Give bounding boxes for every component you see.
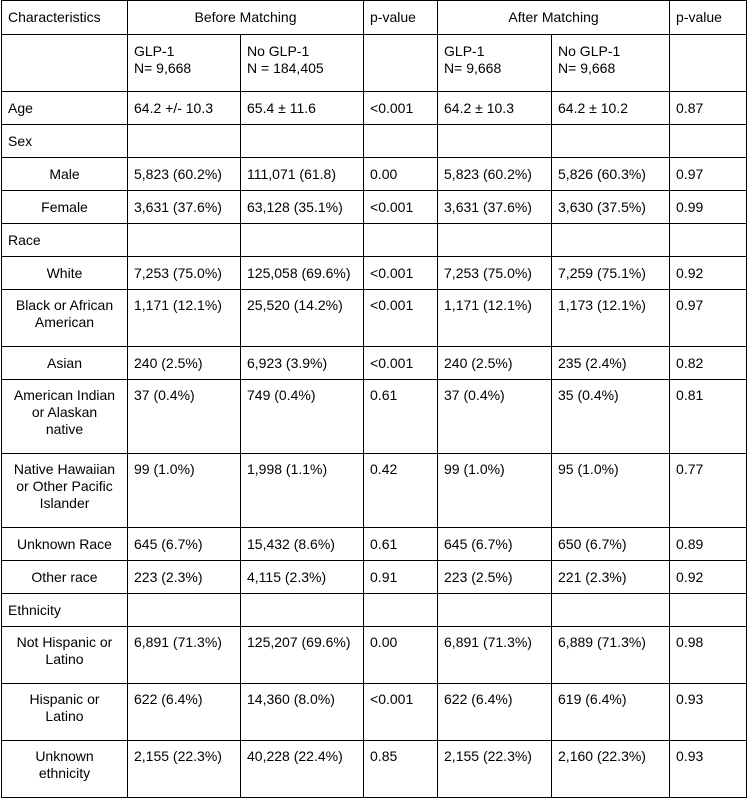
table-row — [2, 125, 747, 158]
after-glp1-cell: 5,823 (60.2%) — [438, 158, 552, 191]
table-row — [2, 224, 747, 257]
p-value-before-cell: 0.61 — [364, 380, 438, 454]
table-row — [2, 741, 747, 798]
after-no-glp1-cell: 35 (0.4%) — [552, 380, 670, 454]
row-label: Not Hispanic or Latino — [2, 627, 128, 684]
p-value-after-cell: 0.93 — [670, 741, 747, 798]
subheader-empty-p1 — [364, 35, 438, 92]
after-glp1-cell — [438, 125, 552, 158]
before-glp1-cell — [128, 224, 241, 257]
p-value-before-cell — [364, 224, 438, 257]
p-value-after-cell: 0.97 — [670, 290, 747, 347]
table-row — [2, 528, 747, 561]
p-value-after-cell: 0.81 — [670, 380, 747, 454]
after-glp1-cell: 1,171 (12.1%) — [438, 290, 552, 347]
p-value-after-cell: 0.98 — [670, 627, 747, 684]
after-glp1-cell: 7,253 (75.0%) — [438, 257, 552, 290]
row-label: Race — [2, 224, 128, 257]
before-no-glp1-cell: 749 (0.4%) — [241, 380, 364, 454]
after-glp1-cell: 645 (6.7%) — [438, 528, 552, 561]
p-value-before-cell: 0.61 — [364, 528, 438, 561]
after-no-glp1-cell: 64.2 ± 10.2 — [552, 92, 670, 125]
after-no-glp1-cell: 5,826 (60.3%) — [552, 158, 670, 191]
after-glp1-cell: 99 (1.0%) — [438, 454, 552, 528]
p-value-before-cell — [364, 594, 438, 627]
subheader-row — [2, 35, 747, 92]
before-no-glp1-cell: 6,923 (3.9%) — [241, 347, 364, 380]
p-value-before-cell: 0.00 — [364, 158, 438, 191]
before-no-glp1-cell: 1,998 (1.1%) — [241, 454, 364, 528]
after-glp1-cell: 37 (0.4%) — [438, 380, 552, 454]
row-label: Ethnicity — [2, 594, 128, 627]
row-label: American Indian or Alaskan native — [2, 380, 128, 454]
characteristics-table — [1, 0, 747, 798]
before-no-glp1-cell: 125,207 (69.6%) — [241, 627, 364, 684]
before-glp1-cell: 645 (6.7%) — [128, 528, 241, 561]
p-value-after-cell: 0.92 — [670, 561, 747, 594]
after-glp1-cell: 64.2 ± 10.3 — [438, 92, 552, 125]
row-label: White — [2, 257, 128, 290]
p-value-after-cell: 0.82 — [670, 347, 747, 380]
p-value-before-cell: <0.001 — [364, 92, 438, 125]
before-glp1-cell: 7,253 (75.0%) — [128, 257, 241, 290]
after-glp1-cell: 3,631 (37.6%) — [438, 191, 552, 224]
row-label: Other race — [2, 561, 128, 594]
before-no-glp1-cell: 15,432 (8.6%) — [241, 528, 364, 561]
row-label: Female — [2, 191, 128, 224]
p-value-before-cell: 0.85 — [364, 741, 438, 798]
after-no-glp1-cell — [552, 594, 670, 627]
p-value-after-cell: 0.92 — [670, 257, 747, 290]
p-value-after-cell: 0.99 — [670, 191, 747, 224]
after-glp1-cell: 240 (2.5%) — [438, 347, 552, 380]
row-label: Hispanic or Latino — [2, 684, 128, 741]
table-row — [2, 257, 747, 290]
before-no-glp1-cell — [241, 125, 364, 158]
table-row — [2, 191, 747, 224]
p-value-after-cell: 0.89 — [670, 528, 747, 561]
p-value-after-cell: 0.97 — [670, 158, 747, 191]
after-no-glp1-cell: 650 (6.7%) — [552, 528, 670, 561]
p-value-after-cell — [670, 594, 747, 627]
before-no-glp1-cell: 65.4 ± 11.6 — [241, 92, 364, 125]
subheader-empty-p2 — [670, 35, 747, 92]
after-no-glp1-cell: 235 (2.4%) — [552, 347, 670, 380]
row-label: Native Hawaiian or Other Pacific Islander — [2, 454, 128, 528]
before-no-glp1-cell — [241, 594, 364, 627]
table-row — [2, 454, 747, 528]
subheader-empty-left — [2, 35, 128, 92]
p-value-before-cell: 0.42 — [364, 454, 438, 528]
row-label: Age — [2, 92, 128, 125]
p-value-before-cell: 0.91 — [364, 561, 438, 594]
before-no-glp1-cell: 125,058 (69.6%) — [241, 257, 364, 290]
row-label: Unknown Race — [2, 528, 128, 561]
after-glp1-cell — [438, 224, 552, 257]
before-glp1-cell: 99 (1.0%) — [128, 454, 241, 528]
before-glp1-cell: 622 (6.4%) — [128, 684, 241, 741]
p-value-after-cell: 0.93 — [670, 684, 747, 741]
header-characteristics: Characteristics — [2, 1, 128, 35]
before-no-glp1-cell: 40,228 (22.4%) — [241, 741, 364, 798]
before-glp1-cell: 37 (0.4%) — [128, 380, 241, 454]
before-glp1-cell: 3,631 (37.6%) — [128, 191, 241, 224]
table-row — [2, 290, 747, 347]
subheader-noglp1-before: No GLP-1 N = 184,405 — [241, 35, 364, 92]
subheader-glp1-after: GLP-1 N= 9,668 — [438, 35, 552, 92]
before-glp1-cell — [128, 125, 241, 158]
after-no-glp1-cell: 95 (1.0%) — [552, 454, 670, 528]
before-glp1-cell: 1,171 (12.1%) — [128, 290, 241, 347]
p-value-before-cell: 0.00 — [364, 627, 438, 684]
before-glp1-cell: 240 (2.5%) — [128, 347, 241, 380]
subheader-glp1-before: GLP-1 N= 9,668 — [128, 35, 241, 92]
after-no-glp1-cell: 3,630 (37.5%) — [552, 191, 670, 224]
p-value-before-cell: <0.001 — [364, 347, 438, 380]
after-glp1-cell: 2,155 (22.3%) — [438, 741, 552, 798]
header-p-value-before: p-value — [364, 1, 438, 35]
p-value-before-cell — [364, 125, 438, 158]
after-no-glp1-cell: 1,173 (12.1%) — [552, 290, 670, 347]
p-value-before-cell: <0.001 — [364, 257, 438, 290]
after-glp1-cell: 6,891 (71.3%) — [438, 627, 552, 684]
after-glp1-cell — [438, 594, 552, 627]
table-row — [2, 380, 747, 454]
after-no-glp1-cell: 221 (2.3%) — [552, 561, 670, 594]
p-value-before-cell: <0.001 — [364, 290, 438, 347]
table-row — [2, 594, 747, 627]
table-row — [2, 158, 747, 191]
before-no-glp1-cell: 4,115 (2.3%) — [241, 561, 364, 594]
before-no-glp1-cell: 25,520 (14.2%) — [241, 290, 364, 347]
subheader-noglp1-after: No GLP-1 N= 9,668 — [552, 35, 670, 92]
before-glp1-cell: 64.2 +/- 10.3 — [128, 92, 241, 125]
after-no-glp1-cell: 7,259 (75.1%) — [552, 257, 670, 290]
row-label: Sex — [2, 125, 128, 158]
header-row — [2, 1, 747, 35]
after-no-glp1-cell: 6,889 (71.3%) — [552, 627, 670, 684]
after-no-glp1-cell: 2,160 (22.3%) — [552, 741, 670, 798]
after-no-glp1-cell — [552, 224, 670, 257]
header-after-matching: After Matching — [438, 1, 670, 35]
row-label: Unknown ethnicity — [2, 741, 128, 798]
table-row — [2, 684, 747, 741]
before-glp1-cell: 5,823 (60.2%) — [128, 158, 241, 191]
table-row — [2, 92, 747, 125]
p-value-before-cell: <0.001 — [364, 191, 438, 224]
table-row — [2, 561, 747, 594]
before-glp1-cell: 223 (2.3%) — [128, 561, 241, 594]
row-label: Asian — [2, 347, 128, 380]
after-no-glp1-cell: 619 (6.4%) — [552, 684, 670, 741]
header-p-value-after: p-value — [670, 1, 747, 35]
before-glp1-cell — [128, 594, 241, 627]
before-no-glp1-cell: 63,128 (35.1%) — [241, 191, 364, 224]
table-row — [2, 627, 747, 684]
p-value-after-cell — [670, 224, 747, 257]
table-row — [2, 347, 747, 380]
before-glp1-cell: 2,155 (22.3%) — [128, 741, 241, 798]
after-no-glp1-cell — [552, 125, 670, 158]
p-value-after-cell: 0.77 — [670, 454, 747, 528]
before-glp1-cell: 6,891 (71.3%) — [128, 627, 241, 684]
header-before-matching: Before Matching — [128, 1, 364, 35]
before-no-glp1-cell: 14,360 (8.0%) — [241, 684, 364, 741]
p-value-after-cell — [670, 125, 747, 158]
table-body — [2, 92, 747, 798]
row-label: Male — [2, 158, 128, 191]
row-label: Black or African American — [2, 290, 128, 347]
before-no-glp1-cell — [241, 224, 364, 257]
before-no-glp1-cell: 111,071 (61.8) — [241, 158, 364, 191]
after-glp1-cell: 622 (6.4%) — [438, 684, 552, 741]
p-value-before-cell: <0.001 — [364, 684, 438, 741]
after-glp1-cell: 223 (2.5%) — [438, 561, 552, 594]
p-value-after-cell: 0.87 — [670, 92, 747, 125]
